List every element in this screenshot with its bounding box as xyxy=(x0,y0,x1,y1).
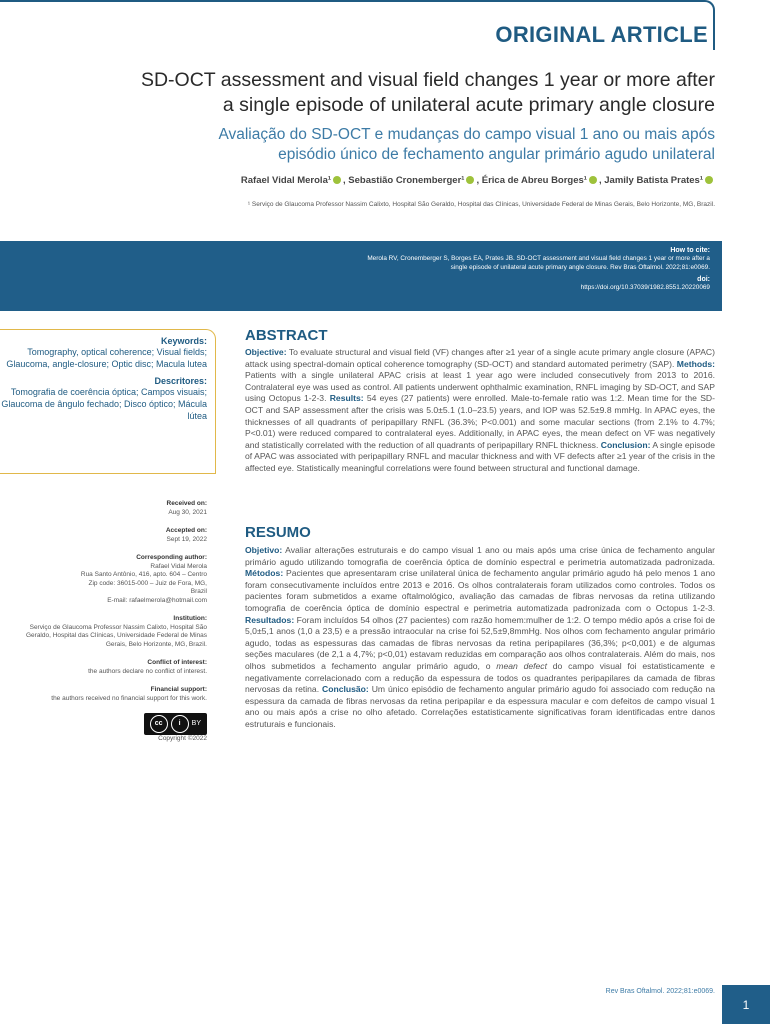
resumo-body xyxy=(245,545,715,731)
resumo-methods-label: Métodos: xyxy=(245,568,284,579)
accepted-date: Sept 19, 2022 xyxy=(166,535,207,543)
title-pt-line-1: Avaliação do SD-OCT e mudanças do campo visual 1 ano ou mais após xyxy=(218,126,715,143)
copyright: Copyright ©2022 xyxy=(158,735,207,742)
institution-text: Serviço de Glaucoma Professor Nassim Calixto, Hospital São Geraldo, Hospital das Clínicas, Universidade Federal de Minas Gerais, Belo Horizonte, MG, Brazil. xyxy=(25,623,207,648)
citation-label: How to cite: xyxy=(670,247,710,254)
author-name[interactable]: Érica de Abreu Borges¹ xyxy=(481,175,587,186)
abstract-heading: ABSTRACT xyxy=(245,327,328,344)
resumo-results-label: Resultados: xyxy=(245,614,295,625)
received-label: Received on: xyxy=(166,500,207,507)
affiliation: ¹ Serviço de Glaucoma Professor Nassim Calixto, Hospital São Geraldo, Hospital das Clínicas, Universidade Federal de Minas Gerais, Belo Horizonte, MG, Brazil. xyxy=(247,201,715,208)
resumo-results: Foram incluídos 54 olhos (27 pacientes) com razão homem:mulher de 1:2. O tempo médio após a crise foi de 5,0±5,1 anos (1,0 a 23,5) e a pressão intraocular na crise foi 52,5±9,8mmHg. Nos olhos com fechamento angular primário agudo, todas as espessuras das camadas de fibras nervosas da retina peripapilares (36,3%; p<0,001) e de algumas seções maculares (de 2,1 a 4,7%; p<0,01) estavam reduzidas em comparação aos olhos contralaterais. Além do mais, nos olhos submetidos a fechamento angular primário agudo, o xyxy=(245,614,715,671)
accepted-label: Accepted on: xyxy=(165,527,207,534)
resumo-conclusion: Um único episódio de fechamento angular primário agudo foi associado com redução na espessura da camada de fibras nervosas da retina peripapilar e da espessura macular e com defeitos de campo visual 1 ano ou mais após a crise no olho afetado. Correlações estatisticamente significativas foram identificadas entre danos estruturais e funcionais. xyxy=(245,684,716,729)
resumo-results-tail: do campo visual foi estatisticamente e negativamente correlacionado com a redução da espessura de todos os quadrantes peripapilares da camada de fibras nervosas da retina. xyxy=(245,660,715,695)
resumo-objective-label: Objetivo: xyxy=(245,545,283,555)
financial-text: the authors received no financial support for this work. xyxy=(51,694,207,702)
institution-label: Institution: xyxy=(173,615,207,622)
page-number: 1 xyxy=(722,985,770,1024)
corresponding-email[interactable]: E-mail: rafaelmerola@hotmail.com xyxy=(107,596,207,604)
conflict-text: the authors declare no conflict of interest. xyxy=(88,667,207,675)
keywords-text: Tomography, optical coherence; Visual fields; Glaucoma, angle-closure; Optic disc; Macula lutea xyxy=(6,347,207,369)
title-en-line-2: a single episode of unilateral acute primary angle closure xyxy=(222,94,715,116)
descritores-label: Descritores: xyxy=(154,376,207,386)
resumo-heading: RESUMO xyxy=(245,524,311,541)
corresponding-address-3: Brazil xyxy=(190,588,207,595)
orcid-icon[interactable] xyxy=(589,176,597,184)
abstract-results: 54 eyes (27 patients) were enrolled. Male-to-female ratio was 1:2. Mean time for the SD-OCT and SAP assessment after the crisis was 5.0±5.1 (1.0–23.5) years, and IOP was 52.5±9.8 mmHg. In APAC eyes, the thicknesses of all quadrants of peripapillary RNFL (36.3%; P<0.001) and some macular sections (from 2.1% to 4.7%; P<0.01) were reduced compared to contralateral eyes. Additionally, in APAC eyes, the mean defect on VF was negatively and statistically correlated with the reduction of all quadrants of peripapillary RNFL thickness. xyxy=(245,393,715,450)
citation-bar xyxy=(0,241,722,311)
doi-label: doi: xyxy=(697,276,710,283)
journal-footer: Rev Bras Oftalmol. 2022;81:e0069. xyxy=(605,988,715,995)
abstract-conclusion: A single episode of APAC was associated with peripapillary RNFL and macular thickness and with VF defects after ≥1 year of the crisis in the affected eye. Statistically meaningful correlations were found between structural and functional damage. xyxy=(245,439,715,473)
orcid-icon[interactable] xyxy=(466,176,474,184)
abstract-objective: To evaluate structural and visual field (VF) changes after ≥1 year of a single acute primary angle closure (APAC) attack using spectral-domain optical coherence tomography (SD-OCT) and standard automated perimetry (SAP). xyxy=(245,347,715,369)
abstract-conclusion-label: Conclusion: xyxy=(600,439,651,450)
citation-line-2: single episode of unilateral acute primary angle closure. Rev Bras Oftalmol. 2022;81:e0069. xyxy=(450,264,710,271)
attribution-person-icon: i xyxy=(171,715,189,733)
author-list: Rafael Vidal Merola¹ , Sebastião Cronemberger¹ , Érica de Abreu Borges¹ , Jamily Batista Prates¹ xyxy=(55,175,715,186)
descritores-text: Tomografia de coerência óptica; Campos visuais; Glaucoma de ângulo fechado; Disco óptico; Mácula lútea xyxy=(1,387,207,421)
corresponding-address-1: Rua Santo Antônio, 416, apto. 604 – Centro xyxy=(80,571,207,578)
author-name[interactable]: Sebastião Cronemberger¹ xyxy=(348,175,465,186)
abstract-body xyxy=(245,347,715,475)
article-meta xyxy=(10,500,207,744)
corresponding-author-label: Corresponding author: xyxy=(136,554,207,561)
resumo-conclusion-label: Conclusão: xyxy=(322,684,369,695)
abstract-methods-label: Methods: xyxy=(676,358,715,369)
author-name[interactable]: Jamily Batista Prates¹ xyxy=(604,175,703,186)
financial-label: Financial support: xyxy=(150,686,207,693)
author-name[interactable]: Rafael Vidal Merola¹ xyxy=(240,175,332,186)
keywords-box xyxy=(0,329,216,474)
abstract-results-label: Results: xyxy=(329,393,364,404)
title-pt-line-2: episódio único de fechamento angular primário agudo unilateral xyxy=(278,146,715,163)
corresponding-address-2: Zip code: 36015-000 – Juiz de Fora, MG, xyxy=(88,579,207,587)
resumo-methods: Pacientes que apresentaram crise unilateral única de fechamento angular primário agudo há pelo menos 1 ano foram consecutivamente incluídos entre 2013 e 2016. Os olhos contralaterais foram utilizados como controles. Todos os pacientes foram submetidos a exame oftalmológico, avaliação das camadas de fibras nervosas da retina utilizando tomografia de coerência óptica de domínio espectral e perimetria automatizada padronizada com o Octopus 1-2-3. xyxy=(245,568,715,613)
keywords-label: Keywords: xyxy=(160,336,207,346)
abstract-methods: Patients with a single unilateral APAC crisis at least 1 year ago were included consecutively from 2013 to 2016. Contralateral eye was used as control. All patients underwent ophthalmic examination, RNFL imaging by SD-OCT, and SAP using Octopus 1-2-3. xyxy=(245,370,715,404)
orcid-icon[interactable] xyxy=(333,176,341,184)
conflict-label: Conflict of interest: xyxy=(147,659,207,666)
title-en-line-1: SD-OCT assessment and visual field changes 1 year or more after xyxy=(140,69,715,91)
abstract-objective-label: Objective: xyxy=(245,347,287,357)
resumo-results-italic: mean defect xyxy=(496,660,547,671)
received-date: Aug 30, 2021 xyxy=(168,508,207,516)
orcid-icon[interactable] xyxy=(705,176,713,184)
article-title-pt xyxy=(75,125,715,165)
doi-link[interactable]: https://doi.org/10.37039/1982.8551.20220069 xyxy=(580,284,710,291)
citation-line-1: Merola RV, Cronemberger S, Borges EA, Prates JB. SD-OCT assessment and visual field changes 1 year or more after a xyxy=(367,255,710,262)
corresponding-author-name: Rafael Vidal Merola xyxy=(150,562,207,570)
citation-text xyxy=(280,254,710,272)
creative-commons-icon: cc xyxy=(150,715,168,733)
cc-by-label: BY xyxy=(191,719,201,727)
cc-by-license-badge[interactable] xyxy=(144,713,207,735)
resumo-objective: Avaliar alterações estruturais e do campo visual 1 ano ou mais após uma crise única de fechamento angular primário agudo utilizando tomografia de coerência óptica de domínio espectral e perimetria automatizada padronizada. xyxy=(245,545,715,567)
section-label: ORIGINAL ARTICLE xyxy=(495,22,708,47)
article-title-en xyxy=(75,68,715,118)
